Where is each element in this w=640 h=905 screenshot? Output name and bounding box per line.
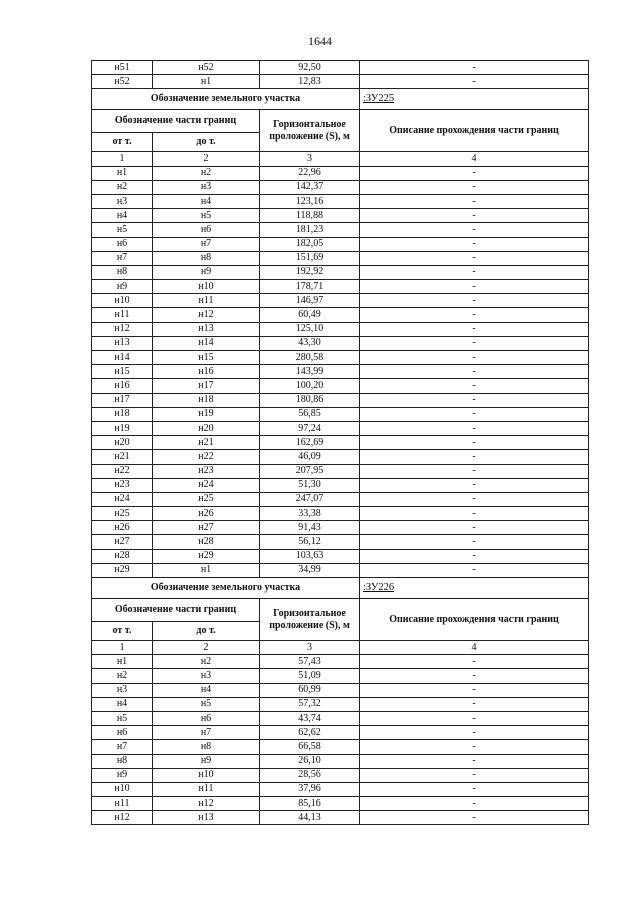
to-point-cell: н9 (153, 754, 260, 768)
plot-header-row (92, 89, 589, 110)
from-point-cell: н2 (92, 669, 153, 683)
column-number-cell: 1 (92, 152, 153, 166)
column-number-row (92, 152, 589, 166)
table-row (92, 563, 589, 577)
description-cell: - (360, 811, 589, 825)
description-header: Описание прохождения части границ (360, 599, 589, 641)
description-cell: - (360, 308, 589, 322)
description-cell: - (360, 61, 589, 75)
table-row (92, 535, 589, 549)
from-point-cell: н28 (92, 549, 153, 563)
from-point-cell: н8 (92, 754, 153, 768)
column-header-row (92, 599, 589, 622)
from-point-cell: н20 (92, 436, 153, 450)
distance-cell: 44,13 (260, 811, 360, 825)
distance-cell: 178,71 (260, 280, 360, 294)
distance-cell: 60,49 (260, 308, 360, 322)
distance-cell: 33,38 (260, 507, 360, 521)
plot-header-row (92, 578, 589, 599)
distance-cell: 91,43 (260, 521, 360, 535)
table-row (92, 223, 589, 237)
from-point-cell: н21 (92, 450, 153, 464)
distance-cell: 192,92 (260, 265, 360, 279)
plot-designation-label: Обозначение земельного участка (92, 89, 360, 110)
from-point-cell: н3 (92, 683, 153, 697)
table-row (92, 407, 589, 421)
distance-cell: 43,30 (260, 336, 360, 350)
description-cell: - (360, 754, 589, 768)
from-point-cell: н2 (92, 180, 153, 194)
plot-id: :ЗУ225 (360, 89, 589, 110)
description-cell: - (360, 768, 589, 782)
distance-cell: 56,12 (260, 535, 360, 549)
description-cell: - (360, 336, 589, 350)
column-header-row (92, 110, 589, 133)
description-cell: - (360, 180, 589, 194)
table-row (92, 549, 589, 563)
description-cell: - (360, 166, 589, 180)
to-point-cell: н26 (153, 507, 260, 521)
distance-cell: 118,88 (260, 209, 360, 223)
from-point-cell: н11 (92, 308, 153, 322)
from-point-cell: н9 (92, 280, 153, 294)
distance-cell: 57,32 (260, 697, 360, 711)
table-row (92, 697, 589, 711)
plot-designation-label: Обозначение земельного участка (92, 578, 360, 599)
to-point-cell: н14 (153, 336, 260, 350)
distance-cell: 180,86 (260, 393, 360, 407)
distance-cell: 34,99 (260, 563, 360, 577)
from-point-cell: н6 (92, 237, 153, 251)
description-cell: - (360, 322, 589, 336)
table-row (92, 726, 589, 740)
to-point-cell: н4 (153, 194, 260, 208)
from-point-cell: н10 (92, 294, 153, 308)
description-cell: - (360, 464, 589, 478)
to-point-cell: н4 (153, 683, 260, 697)
to-point-cell: н2 (153, 166, 260, 180)
distance-cell: 37,96 (260, 782, 360, 796)
table-row (92, 811, 589, 825)
to-point-cell: н3 (153, 669, 260, 683)
from-point-cell: н52 (92, 75, 153, 89)
table-row (92, 308, 589, 322)
table-row (92, 754, 589, 768)
distance-cell: 26,10 (260, 754, 360, 768)
from-point-cell: н13 (92, 336, 153, 350)
column-number-row (92, 641, 589, 655)
from-point-cell: н19 (92, 421, 153, 435)
table-row (92, 492, 589, 506)
description-cell: - (360, 711, 589, 725)
from-point-cell: н16 (92, 379, 153, 393)
to-point-cell: н23 (153, 464, 260, 478)
distance-cell: 143,99 (260, 365, 360, 379)
to-point-header: до т. (153, 133, 260, 152)
table-row (92, 683, 589, 697)
to-point-cell: н6 (153, 223, 260, 237)
to-point-cell: н13 (153, 811, 260, 825)
distance-header: Горизонтальное проложение (S), м (260, 599, 360, 641)
from-point-cell: н26 (92, 521, 153, 535)
to-point-cell: н11 (153, 782, 260, 796)
distance-cell: 123,16 (260, 194, 360, 208)
table-row (92, 669, 589, 683)
distance-cell: 182,05 (260, 237, 360, 251)
to-point-cell: н2 (153, 655, 260, 669)
table-row (92, 336, 589, 350)
description-cell: - (360, 251, 589, 265)
distance-cell: 142,37 (260, 180, 360, 194)
table-row (92, 194, 589, 208)
table-row (92, 740, 589, 754)
distance-header: Горизонтальное проложение (S), м (260, 110, 360, 152)
table-row (92, 365, 589, 379)
to-point-cell: н15 (153, 351, 260, 365)
page-number: 1644 (308, 34, 332, 48)
to-point-cell: н13 (153, 322, 260, 336)
description-cell: - (360, 563, 589, 577)
to-point-cell: н12 (153, 308, 260, 322)
from-point-cell: н10 (92, 782, 153, 796)
column-number-cell: 4 (360, 152, 589, 166)
description-cell: - (360, 265, 589, 279)
distance-cell: 56,85 (260, 407, 360, 421)
part-boundaries-header: Обозначение части границ (92, 599, 260, 622)
description-cell: - (360, 351, 589, 365)
description-cell: - (360, 797, 589, 811)
plot-id: :ЗУ226 (360, 578, 589, 599)
from-point-cell: н8 (92, 265, 153, 279)
to-point-cell: н3 (153, 180, 260, 194)
distance-cell: 60,99 (260, 683, 360, 697)
distance-cell: 100,20 (260, 379, 360, 393)
description-cell: - (360, 697, 589, 711)
to-point-cell: н29 (153, 549, 260, 563)
table-row (92, 464, 589, 478)
boundary-table (91, 60, 589, 825)
table-row (92, 421, 589, 435)
description-cell: - (360, 393, 589, 407)
distance-cell: 22,96 (260, 166, 360, 180)
description-cell: - (360, 549, 589, 563)
table-row (92, 322, 589, 336)
distance-cell: 28,56 (260, 768, 360, 782)
table-row (92, 393, 589, 407)
column-number-cell: 4 (360, 641, 589, 655)
table-row (92, 166, 589, 180)
from-point-cell: н5 (92, 711, 153, 725)
description-cell: - (360, 436, 589, 450)
description-cell: - (360, 782, 589, 796)
to-point-cell: н9 (153, 265, 260, 279)
table-row (92, 294, 589, 308)
from-point-cell: н11 (92, 797, 153, 811)
description-cell: - (360, 280, 589, 294)
to-point-cell: н1 (153, 563, 260, 577)
description-cell: - (360, 237, 589, 251)
from-point-cell: н24 (92, 492, 153, 506)
table-row (92, 61, 589, 75)
table-row (92, 379, 589, 393)
distance-cell: 46,09 (260, 450, 360, 464)
table-row (92, 450, 589, 464)
from-point-cell: н12 (92, 811, 153, 825)
to-point-cell: н12 (153, 797, 260, 811)
to-point-cell: н20 (153, 421, 260, 435)
table-row (92, 782, 589, 796)
to-point-cell: н18 (153, 393, 260, 407)
to-point-cell: н52 (153, 61, 260, 75)
description-cell: - (360, 209, 589, 223)
table-row (92, 711, 589, 725)
from-point-cell: н7 (92, 251, 153, 265)
description-cell: - (360, 683, 589, 697)
distance-cell: 207,95 (260, 464, 360, 478)
to-point-cell: н6 (153, 711, 260, 725)
table-row (92, 436, 589, 450)
to-point-cell: н21 (153, 436, 260, 450)
distance-cell: 125,10 (260, 322, 360, 336)
distance-cell: 57,43 (260, 655, 360, 669)
table-row (92, 265, 589, 279)
table-row (92, 655, 589, 669)
from-point-cell: н29 (92, 563, 153, 577)
description-cell: - (360, 223, 589, 237)
description-cell: - (360, 407, 589, 421)
table-row (92, 478, 589, 492)
from-point-header: от т. (92, 133, 153, 152)
from-point-cell: н25 (92, 507, 153, 521)
description-cell: - (360, 655, 589, 669)
distance-cell: 162,69 (260, 436, 360, 450)
to-point-cell: н10 (153, 768, 260, 782)
table-row (92, 180, 589, 194)
to-point-cell: н24 (153, 478, 260, 492)
description-cell: - (360, 75, 589, 89)
from-point-cell: н12 (92, 322, 153, 336)
distance-cell: 51,09 (260, 669, 360, 683)
distance-cell: 85,16 (260, 797, 360, 811)
from-point-header: от т. (92, 622, 153, 641)
distance-cell: 97,24 (260, 421, 360, 435)
description-cell: - (360, 669, 589, 683)
description-cell: - (360, 478, 589, 492)
to-point-cell: н7 (153, 726, 260, 740)
to-point-cell: н19 (153, 407, 260, 421)
description-cell: - (360, 726, 589, 740)
distance-cell: 66,58 (260, 740, 360, 754)
description-cell: - (360, 521, 589, 535)
description-cell: - (360, 740, 589, 754)
to-point-cell: н28 (153, 535, 260, 549)
to-point-cell: н27 (153, 521, 260, 535)
from-point-cell: н14 (92, 351, 153, 365)
to-point-cell: н5 (153, 697, 260, 711)
from-point-cell: н4 (92, 209, 153, 223)
to-point-cell: н8 (153, 251, 260, 265)
from-point-cell: н7 (92, 740, 153, 754)
to-point-cell: н1 (153, 75, 260, 89)
description-cell: - (360, 194, 589, 208)
table-row (92, 251, 589, 265)
to-point-cell: н17 (153, 379, 260, 393)
column-number-cell: 1 (92, 641, 153, 655)
from-point-cell: н5 (92, 223, 153, 237)
description-cell: - (360, 507, 589, 521)
table-row (92, 521, 589, 535)
from-point-cell: н3 (92, 194, 153, 208)
to-point-cell: н7 (153, 237, 260, 251)
description-cell: - (360, 294, 589, 308)
table-row (92, 237, 589, 251)
to-point-cell: н10 (153, 280, 260, 294)
table-row (92, 768, 589, 782)
from-point-cell: н15 (92, 365, 153, 379)
description-cell: - (360, 365, 589, 379)
from-point-cell: н18 (92, 407, 153, 421)
description-cell: - (360, 450, 589, 464)
part-boundaries-header: Обозначение части границ (92, 110, 260, 133)
column-number-cell: 2 (153, 152, 260, 166)
distance-cell: 12,83 (260, 75, 360, 89)
distance-cell: 51,30 (260, 478, 360, 492)
from-point-cell: н22 (92, 464, 153, 478)
from-point-cell: н51 (92, 61, 153, 75)
table-row (92, 75, 589, 89)
table-row (92, 507, 589, 521)
distance-cell: 247,07 (260, 492, 360, 506)
distance-cell: 62,62 (260, 726, 360, 740)
from-point-cell: н17 (92, 393, 153, 407)
table-row (92, 280, 589, 294)
to-point-cell: н5 (153, 209, 260, 223)
from-point-cell: н4 (92, 697, 153, 711)
to-point-cell: н8 (153, 740, 260, 754)
distance-cell: 92,50 (260, 61, 360, 75)
distance-cell: 181,23 (260, 223, 360, 237)
description-cell: - (360, 421, 589, 435)
distance-cell: 103,63 (260, 549, 360, 563)
to-point-header: до т. (153, 622, 260, 641)
to-point-cell: н22 (153, 450, 260, 464)
description-cell: - (360, 535, 589, 549)
description-header: Описание прохождения части границ (360, 110, 589, 152)
from-point-cell: н1 (92, 166, 153, 180)
description-cell: - (360, 492, 589, 506)
from-point-cell: н9 (92, 768, 153, 782)
column-number-cell: 2 (153, 641, 260, 655)
column-number-cell: 3 (260, 641, 360, 655)
description-cell: - (360, 379, 589, 393)
distance-cell: 146,97 (260, 294, 360, 308)
from-point-cell: н23 (92, 478, 153, 492)
to-point-cell: н16 (153, 365, 260, 379)
distance-cell: 43,74 (260, 711, 360, 725)
table-row (92, 797, 589, 811)
distance-cell: 280,58 (260, 351, 360, 365)
table-row (92, 351, 589, 365)
column-number-cell: 3 (260, 152, 360, 166)
distance-cell: 151,69 (260, 251, 360, 265)
from-point-cell: н27 (92, 535, 153, 549)
to-point-cell: н11 (153, 294, 260, 308)
to-point-cell: н25 (153, 492, 260, 506)
table-row (92, 209, 589, 223)
from-point-cell: н6 (92, 726, 153, 740)
from-point-cell: н1 (92, 655, 153, 669)
